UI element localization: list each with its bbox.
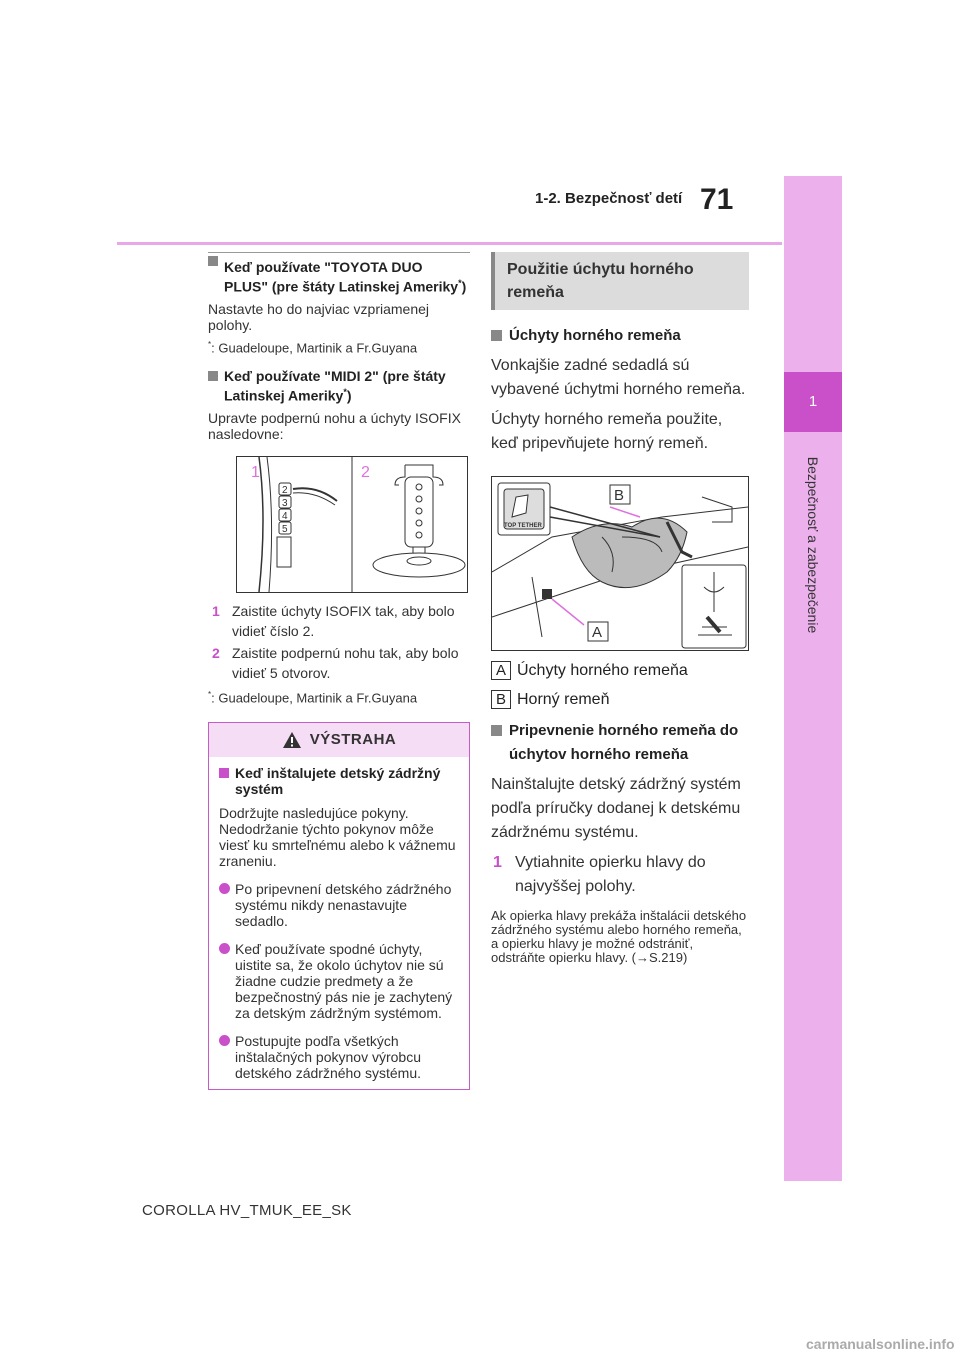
isofix-diagram-image — [237, 457, 467, 592]
header-rule — [117, 242, 782, 245]
watermark: carmanualsonline.info — [806, 1336, 955, 1352]
step-number: 1 — [493, 854, 502, 871]
step-number: 2 — [212, 644, 220, 661]
square-bullet-icon — [208, 371, 218, 381]
footnote-mark: * — [343, 386, 347, 397]
paragraph-install: Nainštalujte detský zádržný systém podľa príručky dodanej k detskému zádržnému systému. — [491, 776, 741, 841]
heading-midi2-text: Keď používate "MIDI 2" (pre štáty Latinskej Ameriky — [224, 367, 446, 404]
heading-attach-tether — [491, 719, 749, 767]
footnote-mark: * — [208, 689, 212, 699]
step-item — [208, 601, 470, 641]
step-text: Vytiahnite opierku hlavy do najvyššej polohy. — [515, 854, 706, 895]
warning-item-text: Po pripevnení detského zádržného systému nikdy nenastavujte sedadlo. — [235, 880, 452, 929]
warning-triangle-icon — [282, 731, 302, 749]
paragraph-use: Úchyty horného remeňa použite, keď pripevňujete horný remeň. — [491, 411, 723, 452]
footnote-2 — [208, 687, 470, 706]
footnote-text: : Guadeloupe, Martinik a Fr.Guyana — [211, 339, 418, 355]
marker-4: 4 — [282, 510, 288, 522]
marker-5: 5 — [282, 523, 288, 535]
square-bullet-icon — [219, 768, 229, 778]
step-text: Zaistite podpernú nohu tak, aby bolo vidieť 5 otvorov. — [232, 644, 459, 681]
section-title: 1-2. Bezpečnosť detí — [535, 190, 683, 207]
legend-text-b: Horný remeň — [517, 690, 610, 708]
warning-item — [219, 1033, 459, 1081]
heading-tether-anchors — [491, 324, 749, 348]
chapter-tab-label — [784, 440, 842, 650]
paragraph-upright: Nastavte ho do najviac vzpriamenej polohy. — [208, 300, 430, 333]
circle-bullet-icon — [219, 1035, 230, 1046]
illus-label-a: A — [592, 624, 603, 641]
step-item — [491, 851, 749, 899]
footnote-mark: * — [208, 339, 212, 349]
heading-tether-anchors-text: Úchyty horného remeňa — [509, 327, 681, 344]
warning-header — [209, 723, 469, 757]
top-tether-illustration — [491, 476, 749, 651]
footnote-text: : Guadeloupe, Martinik a Fr.Guyana — [211, 689, 418, 705]
chapter-tab-number[interactable]: 1 — [784, 372, 842, 432]
left-column — [208, 252, 470, 1090]
page-number: 71 — [700, 183, 734, 216]
chapter-label-text: Bezpečnosť a zabezpečenie — [805, 456, 822, 634]
square-bullet-icon — [491, 330, 502, 341]
illus-label-1: 1 — [251, 463, 260, 481]
right-column — [491, 252, 749, 965]
paragraph-equipped: Vonkajšie zadné sedadlá sú vybavené úchytmi horného remeňa. — [491, 357, 746, 398]
footnote-mark: * — [458, 278, 462, 288]
square-bullet-icon — [491, 725, 502, 736]
heading-duo-plus-text: Keď používate "TOYOTA DUO PLUS" (pre štáty Latinskej Ameriky — [224, 259, 459, 295]
heading-close: ) — [346, 387, 352, 404]
illus-label-b: B — [614, 487, 625, 504]
heading-duo-plus — [208, 252, 470, 295]
section-title-box: Použitie úchytu horného remeňa — [491, 252, 749, 310]
step-item — [208, 643, 470, 683]
square-bullet-icon — [208, 256, 218, 266]
warning-item — [219, 941, 459, 1021]
side-tab — [784, 176, 842, 1181]
circle-bullet-icon — [219, 943, 230, 954]
warning-body — [209, 757, 469, 1089]
document-code: COROLLA HV_TMUK_EE_SK — [142, 1202, 352, 1219]
illus-label-2: 2 — [361, 463, 370, 481]
legend-row-b — [491, 690, 749, 709]
paragraph-adjust: Upravte podpernú nohu a úchyty ISOFIX nasledovne: — [208, 409, 461, 442]
warning-item — [219, 881, 459, 929]
heading-midi2 — [208, 368, 470, 404]
legend-key-b: B — [491, 690, 511, 709]
footnote-1 — [208, 337, 470, 356]
marker-3: 3 — [282, 497, 288, 509]
top-tether-badge: TOP TETHER — [504, 523, 542, 529]
legend-row-a — [491, 661, 749, 680]
warning-subheading — [219, 765, 459, 797]
heading-attach-tether-text: Pripevnenie horného remeňa do úchytov horného remeňa — [509, 722, 739, 763]
step-text: Zaistite úchyty ISOFIX tak, aby bolo vidieť číslo 2. — [232, 602, 455, 639]
headrest-note: Ak opierka hlavy prekáža inštalácii detského zádržného systému alebo horného remeňa, a opierku hlavy je možné odstrániť, odstráňte opierku hlavy. (→S.219) — [491, 908, 747, 965]
warning-box — [208, 722, 470, 1090]
legend-text-a: Úchyty horného remeňa — [517, 661, 688, 679]
heading-close: ) — [461, 278, 467, 295]
warning-paragraph: Dodržujte nasledujúce pokyny. Nedodržanie týchto pokynov môže viesť ku smrteľnému alebo k vážnemu zraneniu. — [219, 804, 456, 869]
warning-item-text: Keď používate spodné úchyty, uistite sa, že okolo úchytov nie sú žiadne cudzie predmety a že bezpečnostný pás nie je zachytený za detským zádržným systémom. — [235, 940, 453, 1021]
legend-key-a: A — [491, 661, 511, 680]
circle-bullet-icon — [219, 883, 230, 894]
warning-item-text: Postupujte podľa všetkých inštalačných pokynov výrobcu detského zádržného systému. — [235, 1032, 421, 1081]
step-number: 1 — [212, 602, 220, 619]
warning-subheading-text: Keď inštalujete detský zádržný systém — [235, 764, 441, 797]
top-tether-diagram-image — [492, 477, 748, 650]
step-list — [208, 601, 470, 683]
warning-title: VÝSTRAHA — [309, 731, 397, 749]
marker-2: 2 — [282, 484, 288, 496]
isofix-illustration — [236, 456, 468, 593]
